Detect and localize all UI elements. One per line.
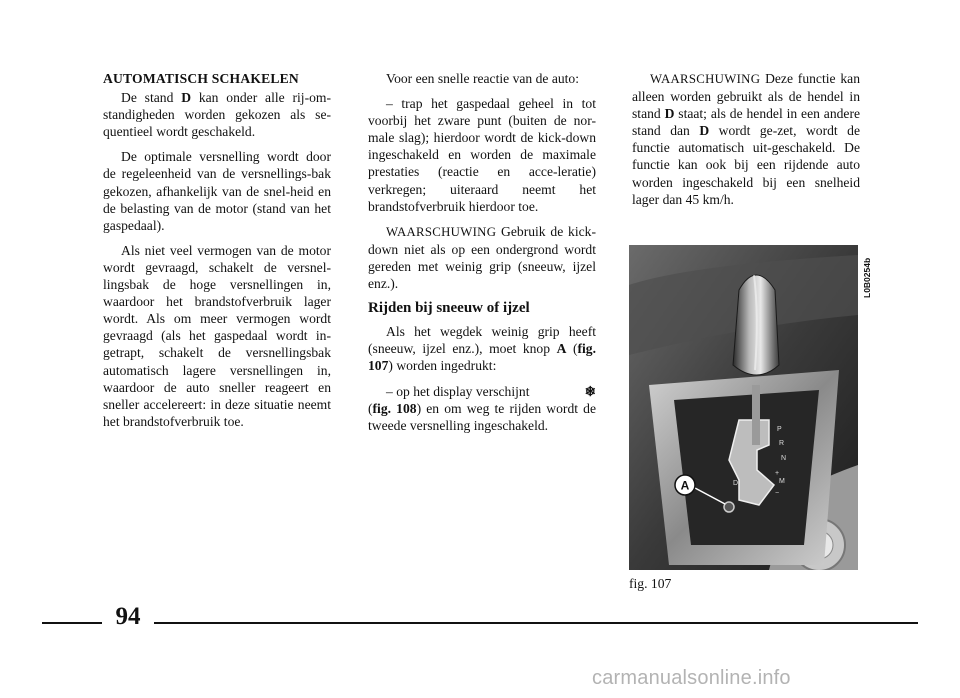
gear-letter-plus: + [775, 470, 780, 477]
snow-button-a [724, 502, 734, 512]
gear-letter-d: D [733, 480, 739, 487]
gear-selector-illustration [629, 245, 858, 570]
paragraph [368, 323, 596, 374]
figure-ref: fig. 108 [372, 400, 417, 416]
warning-paragraph [632, 70, 860, 208]
text: kan onder alle rij-om-standigheden worden gekozen als se-quentieel wordt geschakeld. [103, 90, 331, 140]
figure-caption: fig. 107 [629, 576, 672, 591]
gear-d: D [181, 90, 192, 106]
text: ) worden ingedrukt: [388, 358, 497, 374]
text: staat; als de hendel in een andere stand dan [632, 106, 861, 139]
gear-letter-minus: − [775, 490, 780, 497]
page-number: 94 [115, 603, 141, 630]
subheading: Rijden bij sneeuw of ijzel [368, 300, 530, 317]
paragraph: – trap het gaspedaal geheel in tot voorbij het zware punt (buiten de nor-male slag); hierdoor wordt de kick-down ingeschakeld en worden de maximale prestaties (reactie en acce-leratie) verkregen; uiteraard neemt het brandstofverbruik hierdoor toe. [368, 96, 596, 214]
warning-label: WAARSCHUWING [386, 224, 497, 239]
text: ) en om weg te rijden wordt de tweede versnelling ingeschakeld. [368, 400, 596, 433]
gear-d: D [664, 106, 675, 122]
warning-label: WAARSCHUWING [650, 72, 761, 86]
text: De stand [121, 90, 182, 106]
footer-rule-left [42, 622, 102, 624]
text: Deze functie kan alleen worden gebruikt als de hendel in stand [632, 71, 860, 122]
gear-d: D [699, 123, 710, 139]
paragraph: De optimale versnelling wordt door de regeleenheid van de versnellings-bak gekozen, afhankelijk van de snel-heid en de belasting van de motor (stand van het gaspedaal). [103, 149, 331, 233]
text: – op het display verschijnt [386, 383, 530, 399]
gear-selector-photo [629, 245, 858, 570]
section-heading: AUTOMATISCH SCHAKELEN [103, 71, 299, 86]
paragraph [368, 383, 596, 434]
text: ( [368, 400, 373, 416]
paragraph: Voor een snelle reactie van de auto: [386, 71, 579, 86]
gear-letter-n: N [781, 455, 787, 462]
gear-letter-p: P [777, 426, 782, 433]
text: ( [566, 341, 578, 357]
figure-ref: fig. 107 [368, 341, 596, 374]
text: Gebruik de kick-down niet als op een ondergrond wordt gereden met weinig grip (sneeuw, ijzel enz.). [368, 223, 596, 292]
watermark-site: carmanualsonline.info [592, 667, 791, 689]
text-column-3 [632, 70, 860, 216]
gear-letter-m: M [779, 478, 785, 485]
paragraph [103, 89, 331, 140]
text: Als het wegdek weinig grip heeft (sneeuw, ijzel enz.), moet knop [368, 324, 596, 357]
text-column-1 [103, 70, 331, 438]
gear-letter-r: R [779, 440, 785, 447]
footer-rule-right [154, 622, 918, 624]
paragraph: Als niet veel vermogen van de motor wordt gevraagd, schakelt de versnel-lingsbak de hoge versnellingen in, waardoor het brandstofverbruik lager wordt. Als om meer vermogen wordt gevraagd (als het gaspedaal wordt in-getrapt, schakelt de versnellingsbak automatisch lagere versnellingen in, waardoor de auto sneller reageert en sneller accelereert: in deze situatie neemt het brandstofverbruik toe. [103, 242, 331, 429]
snowflake-icon: ❄ [584, 383, 596, 399]
button-a-ref: A [556, 341, 567, 357]
callout-label-a: A [680, 478, 690, 493]
text: wordt ge-zet, wordt de functie automatisch uit-geschakeld. De functie kan ook bij een rijdende auto worden ingeschakeld bij een snelheid lager dan 45 km/h. [632, 123, 861, 207]
figure-code: L0B0254b [862, 257, 872, 298]
warning-paragraph [368, 223, 596, 292]
text-column-2 [368, 70, 596, 442]
